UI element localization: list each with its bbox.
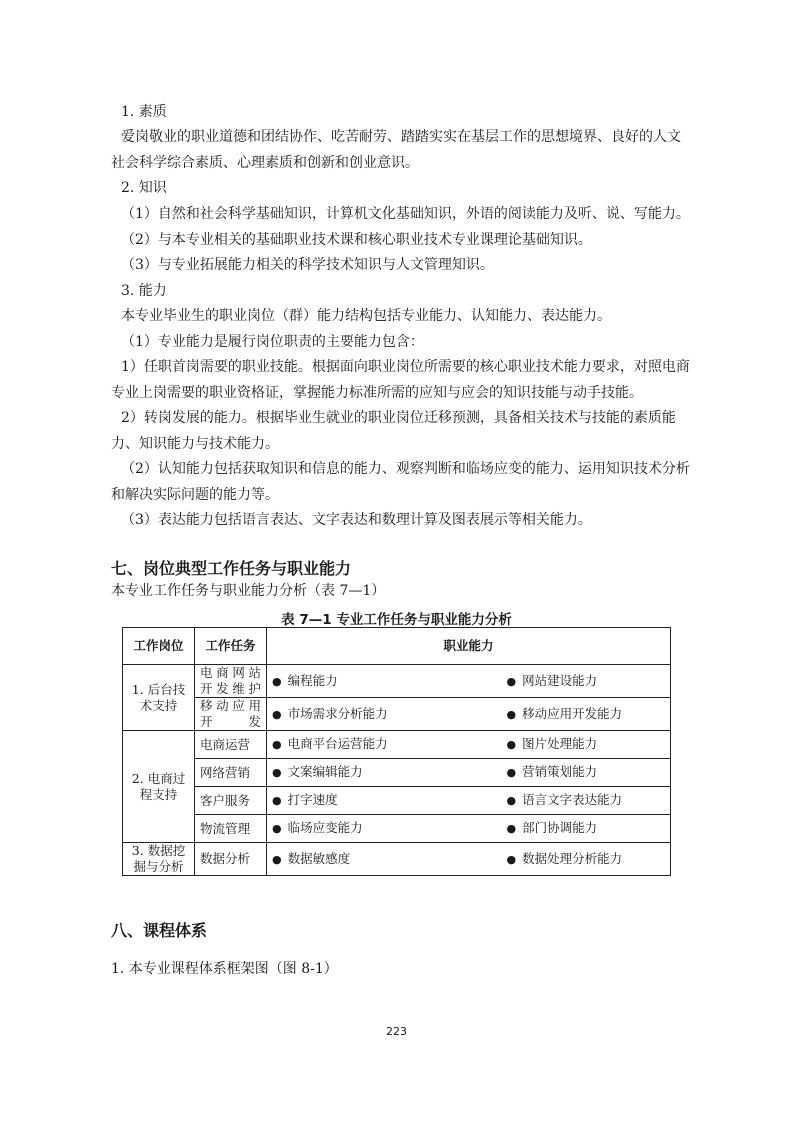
- task-cell: 电商运营: [195, 731, 267, 759]
- task-cell: 物流管理: [195, 815, 267, 843]
- table-caption: 表 7—1 专业工作任务与职业能力分析: [281, 612, 512, 628]
- task-cell: 移动应用开发: [195, 698, 267, 731]
- knowledge-heading: 2. 知识: [121, 180, 167, 196]
- post-cell: 2. 电商过程支持: [123, 731, 195, 843]
- knowledge-item-3: （3）与专业拓展能力相关的科学技术知识与人文管理知识。: [121, 257, 494, 273]
- ability-text: 文案编辑能力: [287, 764, 363, 779]
- knowledge-item-1: （1）自然和社会科学基础知识，计算机文化基础知识，外语的阅读能力及听、说、写能力。: [121, 206, 690, 222]
- ability-text: 市场需求分析能力: [287, 705, 388, 721]
- ability-text: 编程能力: [287, 672, 338, 688]
- table-row: [123, 787, 671, 815]
- ability-text: 营销策划能力: [522, 764, 598, 779]
- ability-cell: [502, 665, 671, 698]
- ability-text: 临场应变能力: [287, 820, 363, 835]
- table-intro: 本专业工作任务与职业能力分析（表 7—1）: [111, 583, 386, 599]
- ability-cell: [267, 698, 502, 731]
- ability-cell: [267, 843, 502, 876]
- bullet-icon: ●: [506, 674, 517, 688]
- course-framework-item: 1. 本专业课程体系框架图（图 8-1）: [111, 961, 338, 977]
- ability-text: 移动应用开发能力: [522, 705, 623, 721]
- ability-cell: [502, 731, 671, 759]
- ability-text: 部门协调能力: [522, 820, 598, 835]
- ability-text: 语言文字表达能力: [522, 792, 623, 807]
- ability-cell: [267, 815, 502, 843]
- post-cell: 3. 数据挖掘与分析: [123, 843, 195, 876]
- section-7-heading: 七、岗位典型工作任务与职业能力: [111, 559, 352, 578]
- table-row: [123, 665, 671, 698]
- task-cell: 网络营销: [195, 759, 267, 787]
- ability-cell: [502, 815, 671, 843]
- table-row: [123, 759, 671, 787]
- ability-cell: [502, 843, 671, 876]
- table-row: [123, 698, 671, 731]
- ability-text: 数据敏感度: [287, 850, 351, 866]
- ability-heading: 3. 能力: [121, 283, 167, 299]
- cognitive-ability-paragraph: （2）认知能力包括获取知识和信息的能力、观察判断和临场应变的能力、运用知识技术分析和解决实际问题的能力等。: [111, 461, 690, 503]
- bullet-icon: ●: [272, 738, 282, 751]
- ability-text: 打字速度: [287, 792, 338, 807]
- task-cell: 电商网站开发维护: [195, 665, 267, 698]
- ability-cell: [267, 665, 502, 698]
- bullet-icon: ●: [506, 794, 517, 807]
- section-8-heading: 八、课程体系: [111, 921, 208, 940]
- bullet-icon: ●: [272, 674, 282, 688]
- ability-text: 网站建设能力: [522, 672, 598, 688]
- ability-text: 图片处理能力: [522, 736, 598, 751]
- page-number: 223: [386, 1025, 407, 1038]
- ability-intro: 本专业毕业生的职业岗位（群）能力结构包括专业能力、认知能力、表达能力。: [121, 308, 611, 324]
- bullet-icon: ●: [272, 794, 282, 807]
- post-cell: 1. 后台技术支持: [123, 665, 195, 731]
- knowledge-item-2: （2）与本专业相关的基础职业技术课和核心职业技术专业课理论基础知识。: [121, 232, 592, 248]
- bullet-icon: ●: [506, 766, 517, 779]
- ability-cell: [267, 759, 502, 787]
- job-transfer-paragraph: 2）转岗发展的能力。根据毕业生就业的职业岗位迁移预测，具备相关技术与技能的素质能力、知识能力与技术能力。: [111, 410, 676, 452]
- header-post: 工作岗位: [123, 628, 195, 665]
- ability-cell: [502, 759, 671, 787]
- expression-ability-paragraph: （3）表达能力包括语言表达、文字表达和数理计算及图表展示等相关能力。: [121, 512, 592, 528]
- table-row: [123, 843, 671, 876]
- ability-cell: [502, 787, 671, 815]
- quality-heading: 1. 素质: [121, 104, 167, 120]
- ability-cell: [267, 731, 502, 759]
- table-row: [123, 815, 671, 843]
- bullet-icon: ●: [506, 852, 517, 866]
- bullet-icon: ●: [506, 822, 517, 835]
- ability-text: 数据处理分析能力: [522, 850, 623, 866]
- bullet-icon: ●: [506, 738, 517, 751]
- bullet-icon: ●: [272, 852, 282, 866]
- bullet-icon: ●: [272, 766, 282, 779]
- first-post-skill-paragraph: 1）任职首岗需要的职业技能。根据面向职业岗位所需要的核心职业技术能力要求，对照电商专业上岗需要的职业资格证，掌握能力标准所需的应知与应会的知识技能与动手技能。: [111, 359, 690, 401]
- bullet-icon: ●: [272, 707, 282, 721]
- task-cell: 数据分析: [195, 843, 267, 876]
- ability-cell: [267, 787, 502, 815]
- ability-cell: [502, 698, 671, 731]
- quality-paragraph: 爱岗敬业的职业道德和团结协作、吃苦耐劳、踏踏实实在基层工作的思想境界、良好的人文社会科学综合素质、心理素质和创新和创业意识。: [111, 129, 681, 171]
- work-task-ability-table: [122, 627, 671, 876]
- bullet-icon: ●: [272, 822, 282, 835]
- task-cell: 客户服务: [195, 787, 267, 815]
- bullet-icon: ●: [506, 707, 517, 721]
- header-ability: 职业能力: [267, 628, 671, 665]
- ability-text: 电商平台运营能力: [287, 736, 388, 751]
- header-task: 工作任务: [195, 628, 267, 665]
- table-row: [123, 731, 671, 759]
- professional-ability-item: （1）专业能力是履行岗位职责的主要能力包含：: [121, 334, 424, 350]
